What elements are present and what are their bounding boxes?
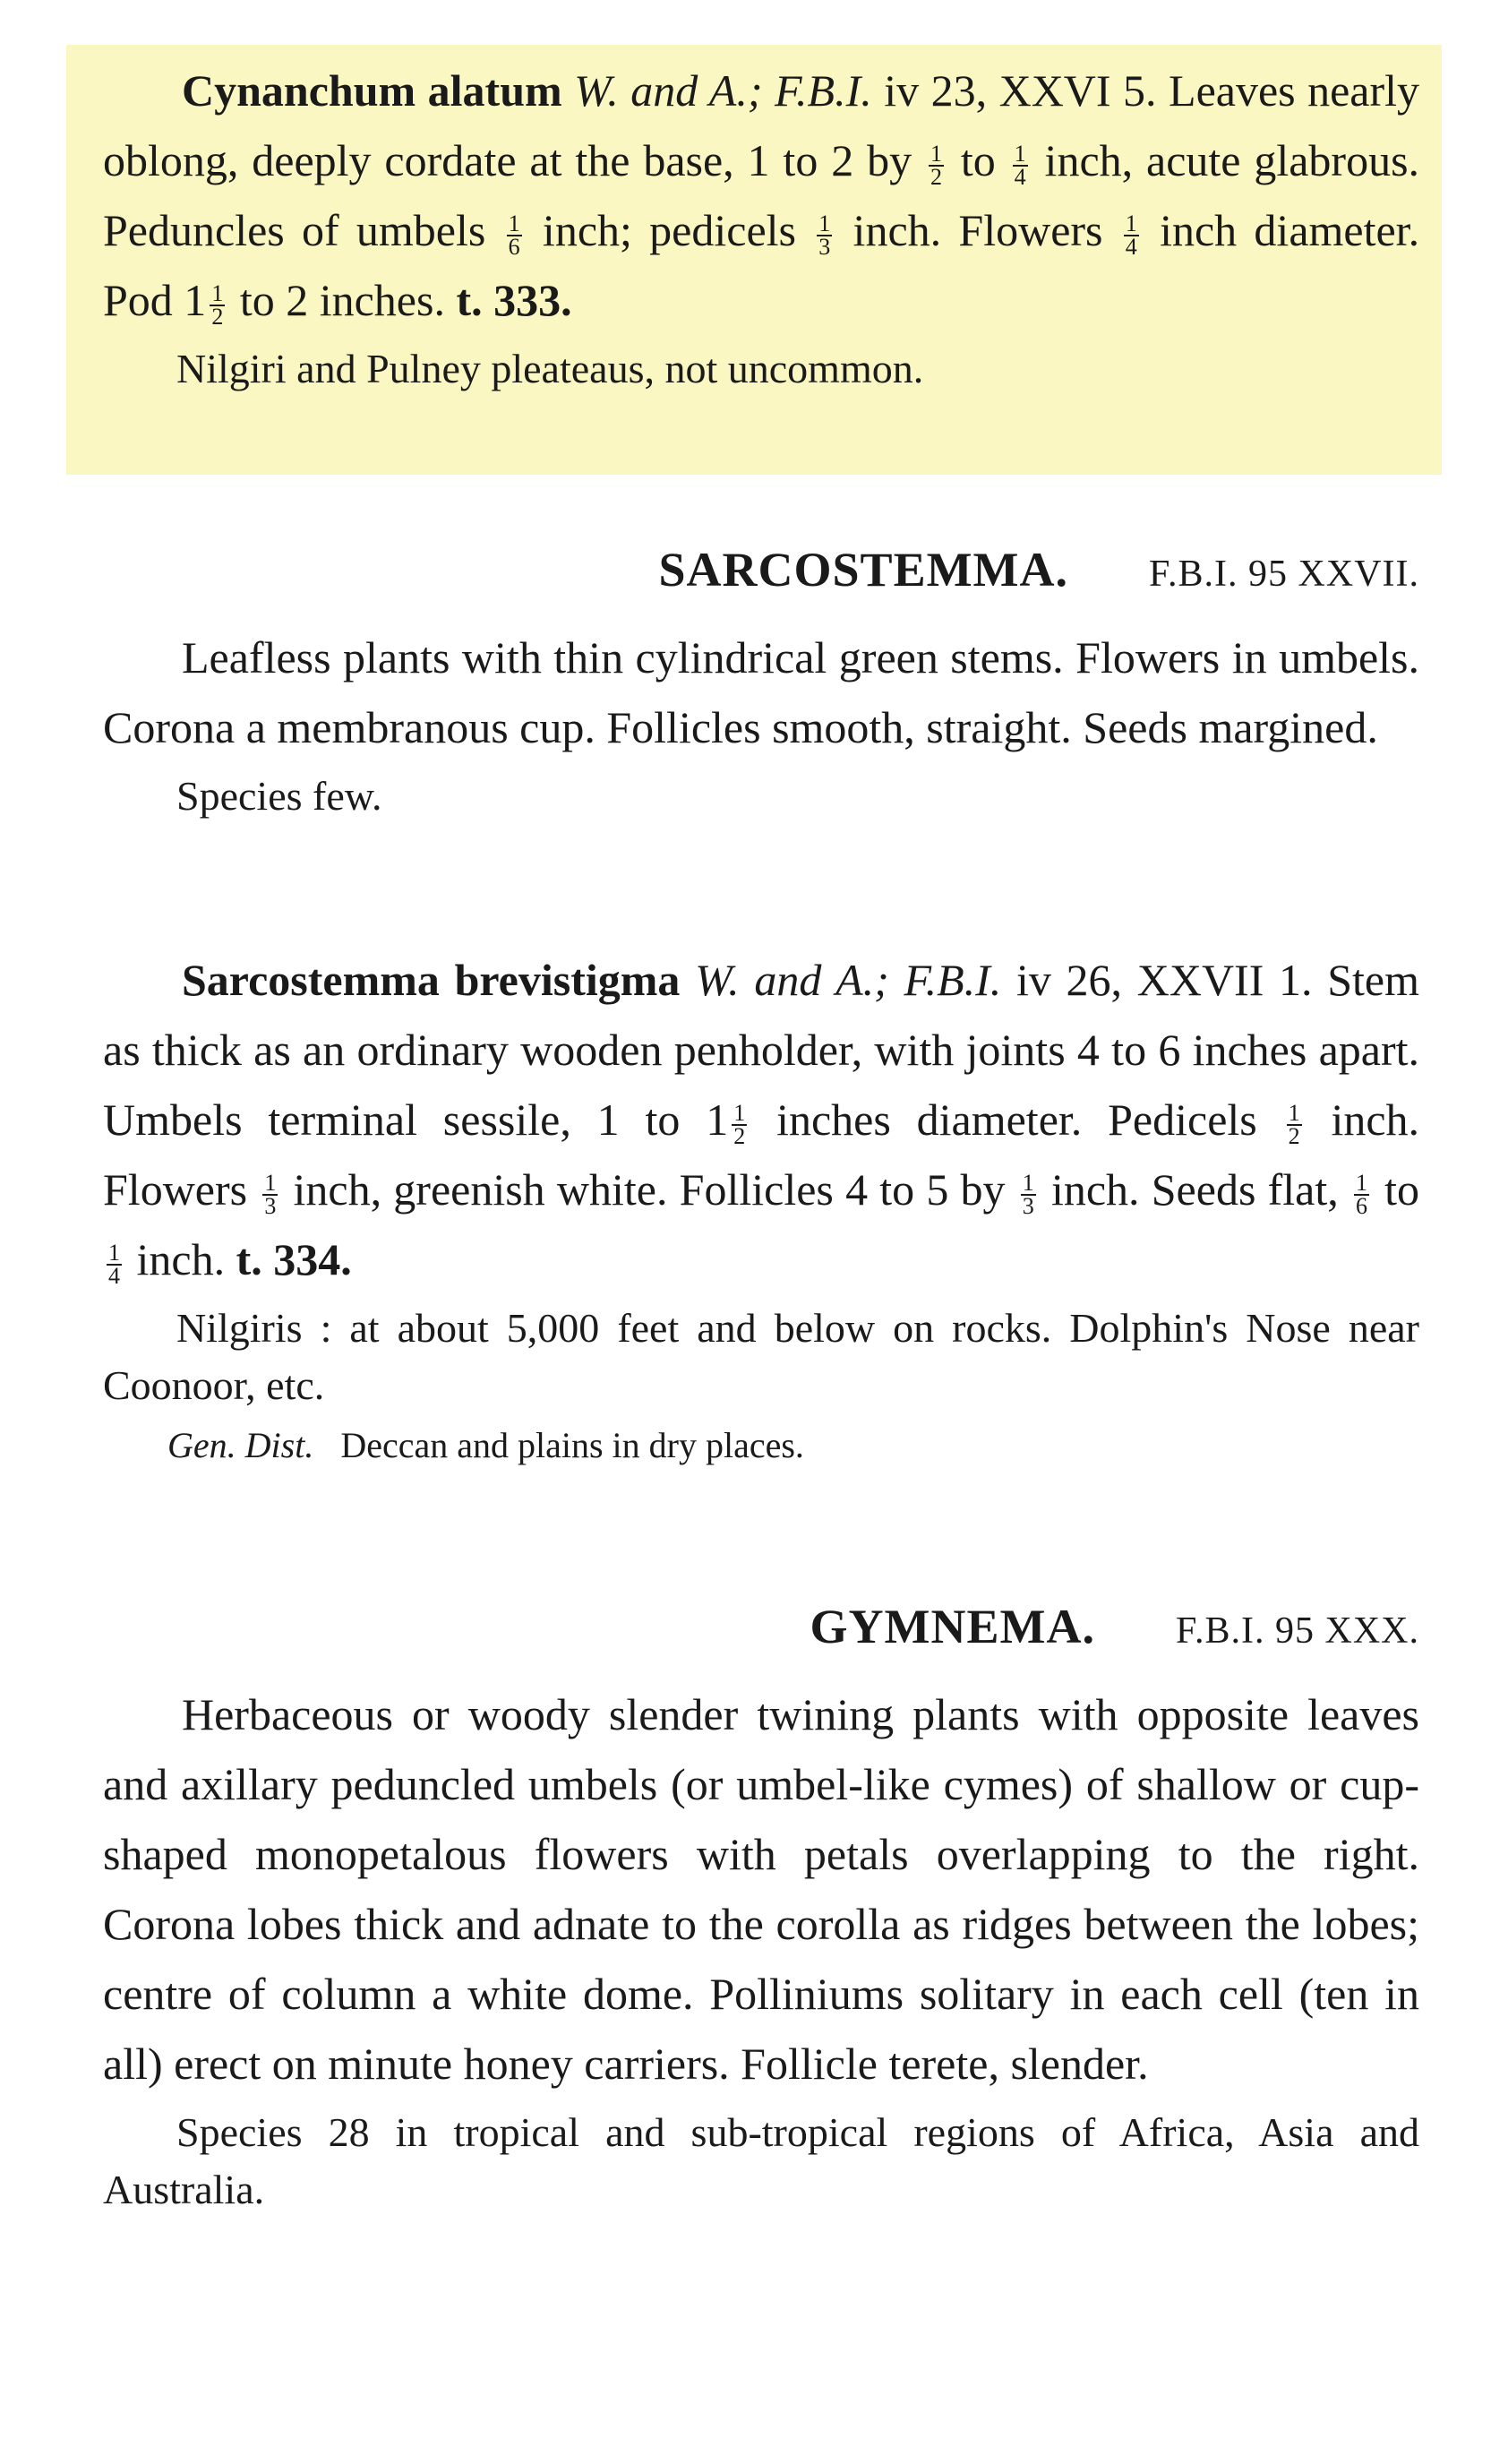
genus-description: Leafless plants with thin cylindrical green stems. Flowers in umbels. Corona a membranous cup. Follicles smooth, straight. Seeds margined.	[103, 632, 1419, 752]
description-text: inch; pedicels	[542, 205, 796, 255]
description-text: iv 26, XXVII 1. Stem as thick as an ordinary wooden penholder, with joints 4 to 6 inches apart. Umbels terminal sessile, 1 to 1	[103, 955, 1419, 1145]
species-count: Species few.	[176, 773, 382, 819]
fraction: $\frac{1}{2}$	[930, 140, 942, 190]
description-text: XXVI 5. Leaves nearly oblong, deeply cordate at the base, 1 to 2 by	[103, 65, 1420, 185]
description-text: inch. Flowers	[853, 205, 1103, 255]
fraction: $\frac{1}{6}$	[1355, 1169, 1367, 1219]
fraction: $\frac{1}{2}$	[733, 1099, 746, 1149]
locality-note: Nilgiri and Pulney pleateaus, not uncommon.	[176, 346, 924, 391]
description-text: to 2 inches.	[239, 275, 445, 325]
fraction: $\frac{1}{6}$	[508, 210, 520, 260]
species-name: Cynanchum alatum	[182, 65, 562, 116]
sarcostemma-brevistigma-entry	[103, 945, 1419, 1470]
plate-ref: t. 333.	[456, 275, 572, 325]
description-text: inches diameter. Pedicels	[776, 1095, 1257, 1145]
gen-dist-text: Deccan and plains in dry places.	[340, 1425, 804, 1465]
gen-dist-label: Gen. Dist.	[167, 1425, 314, 1465]
genus-ref: F.B.I. 95 XXX.	[1176, 1610, 1419, 1652]
genus-heading-gymnema	[103, 1599, 1419, 1654]
genus-ref: F.B.I. 95 XXVII.	[1149, 554, 1419, 595]
description-text: inch, acute glabrous. Peduncles of umbels	[103, 135, 1420, 255]
species-count: Species 28 in tropical and sub-tropical regions of Africa, Asia and Australia.	[103, 2109, 1419, 2212]
genus-name: SARCOSTEMMA.	[658, 543, 1069, 597]
general-distribution	[103, 1421, 1419, 1470]
fraction: $\frac{1}{3}$	[1022, 1169, 1034, 1219]
brevistigma-description	[103, 945, 1419, 1294]
locality-note: Nilgiris : at about 5,000 feet and below on rocks. Dolphin's Nose near Coonoor, etc.	[103, 1305, 1419, 1408]
cynanchum-entry	[103, 56, 1419, 398]
description-text: inch. Flowers	[103, 1095, 1420, 1215]
fraction: $\frac{1}{2}$	[211, 279, 224, 330]
description-text: inch diameter. Pod 1	[103, 205, 1420, 325]
description-text: to	[1384, 1164, 1420, 1215]
fraction: $\frac{1}{2}$	[1288, 1099, 1300, 1149]
fraction: $\frac{1}{4}$	[1014, 140, 1026, 190]
description-text: to	[960, 135, 996, 185]
fraction: $\frac{1}{3}$	[264, 1169, 277, 1219]
species-name: Sarcostemma brevistigma	[182, 955, 681, 1005]
genus-heading-sarcostemma	[103, 542, 1419, 597]
plate-ref: t. 334.	[236, 1234, 352, 1284]
fraction: $\frac{1}{3}$	[818, 210, 831, 260]
description-text: inch, greenish white. Follicles 4 to 5 by	[293, 1164, 1006, 1215]
sarcostemma-genus-block	[103, 622, 1419, 825]
cynanchum-description	[103, 56, 1419, 335]
species-authority: W. and A.; F.B.I.	[695, 955, 1002, 1005]
species-ref: iv 23,	[884, 65, 988, 116]
fraction: $\frac{1}{4}$	[108, 1239, 120, 1289]
species-authority: W. and A.; F.B.I.	[574, 65, 872, 116]
fraction: $\frac{1}{4}$	[1125, 210, 1137, 260]
description-text: inch.	[136, 1234, 226, 1284]
genus-description: Herbaceous or woody slender twining plants with opposite leaves and axillary peduncled umbels (or umbel-like cymes) of shallow or cup-shaped monopetalous flowers with petals overlapping to the right. Corona lobes thick and adnate to the corolla as ridges between the lobes; centre of column a white dome. Polliniums solitary in each cell (ten in all) erect on minute honey carriers. Follicle terete, slender.	[103, 1689, 1419, 2089]
gymnema-genus-block	[103, 1679, 1419, 2219]
genus-name: GYMNEMA.	[810, 1600, 1095, 1653]
description-text: inch. Seeds flat,	[1050, 1164, 1339, 1215]
